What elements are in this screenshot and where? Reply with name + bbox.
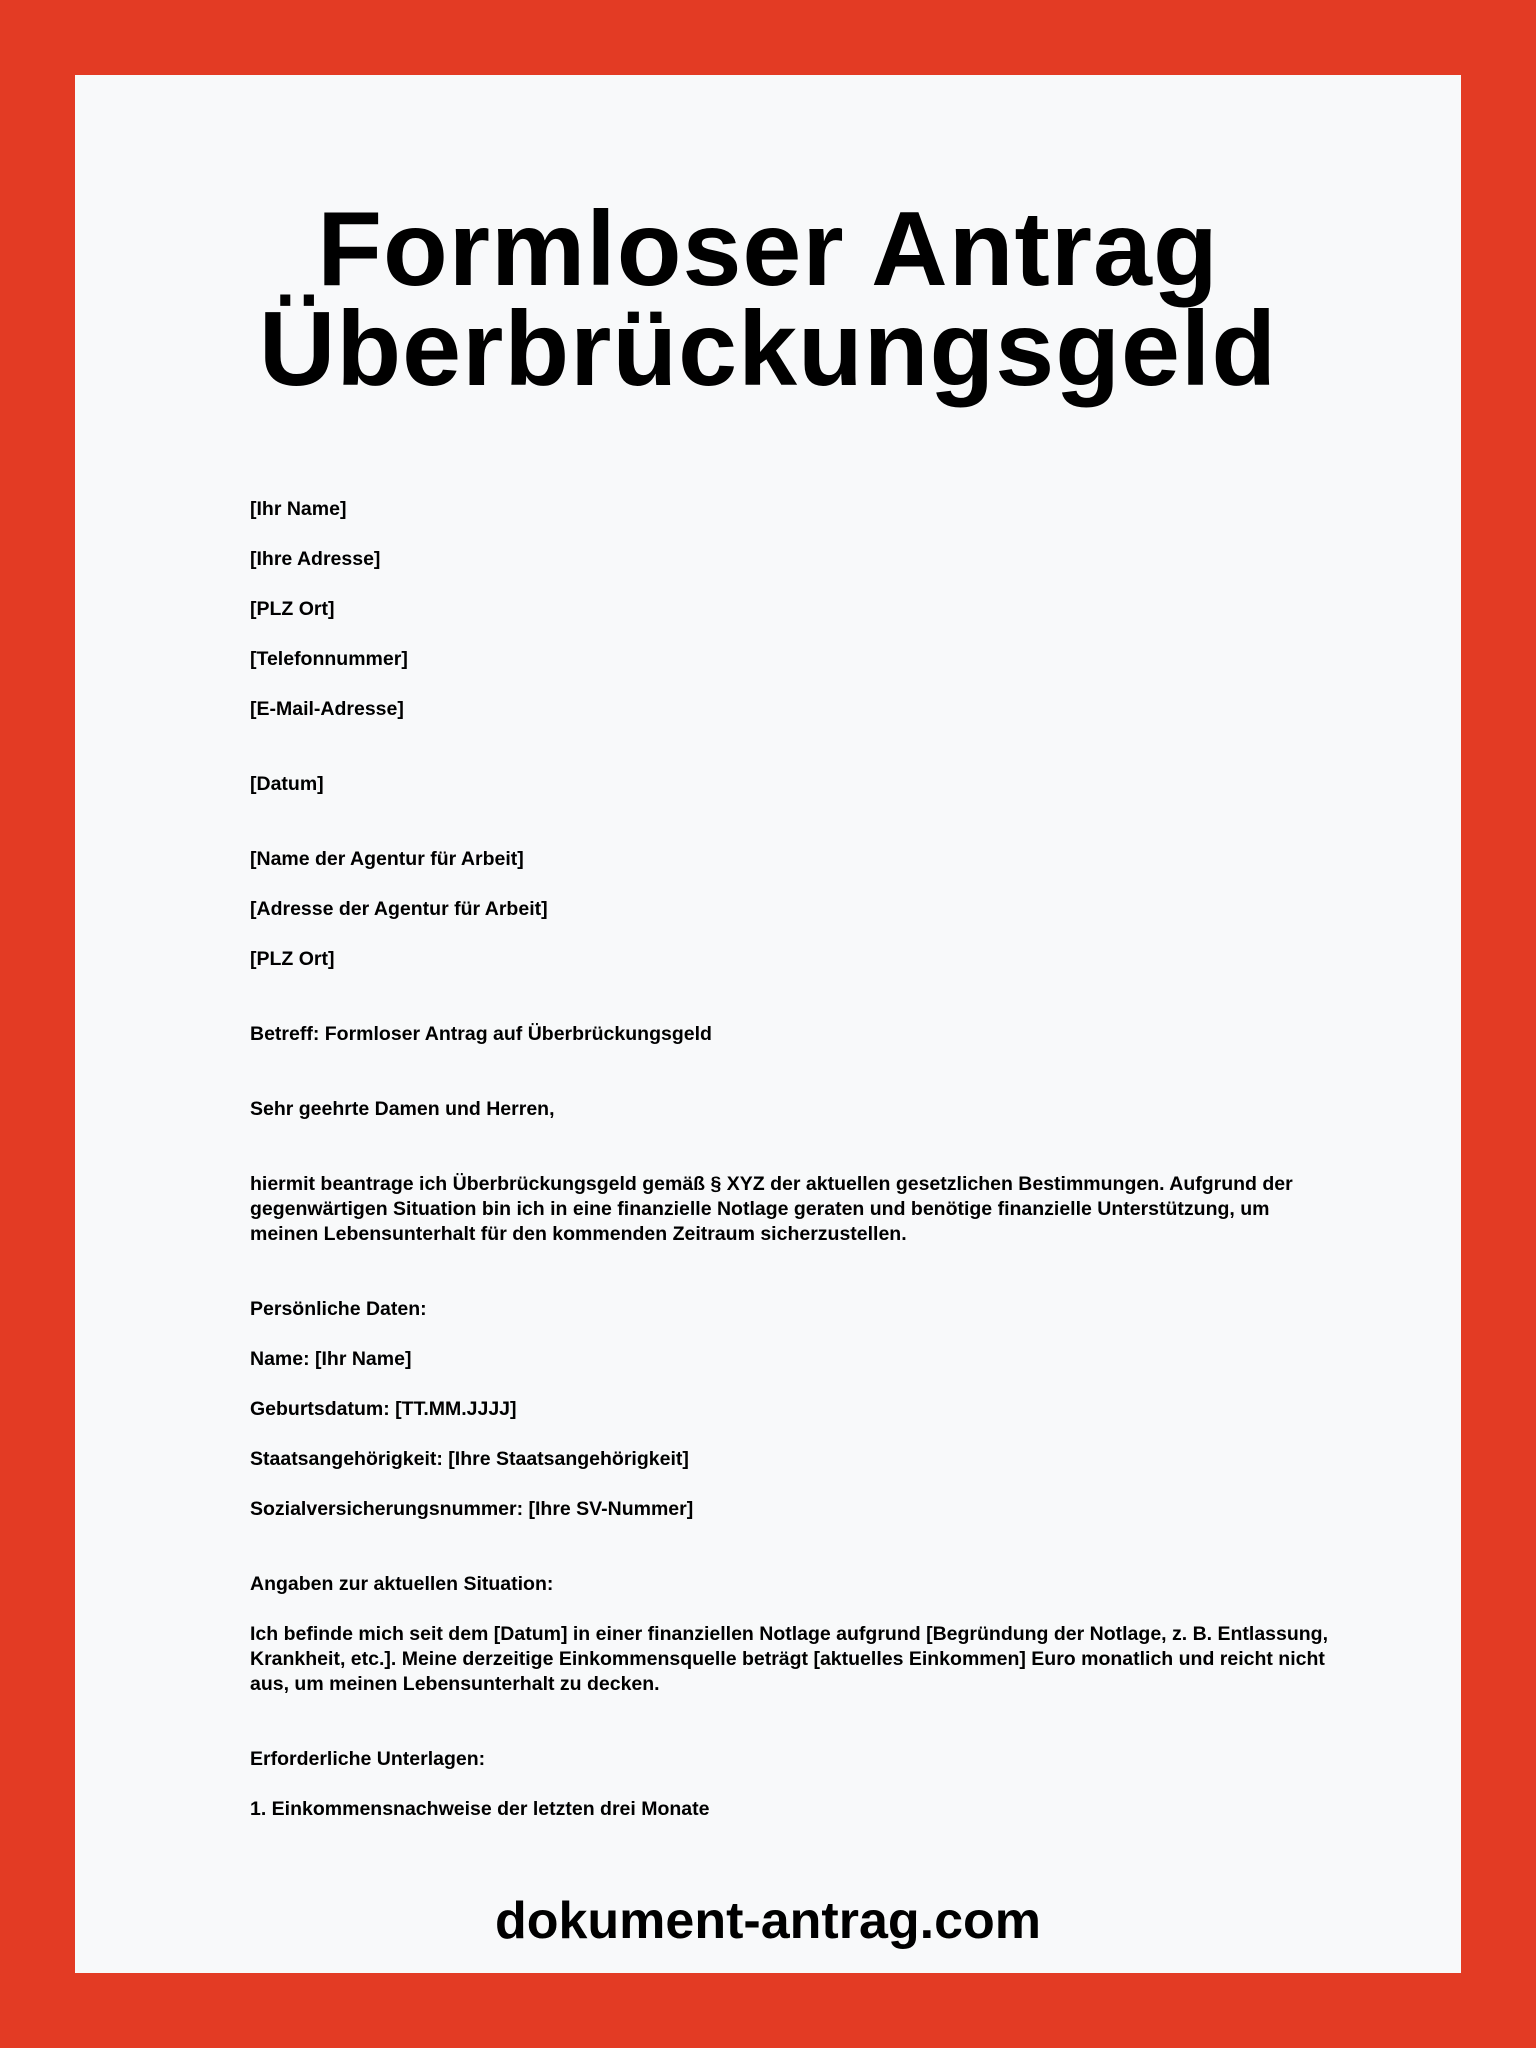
- recipient-city: [PLZ Ort]: [250, 948, 335, 970]
- title-line-2: Überbrückungsgeld: [258, 290, 1278, 408]
- documents-heading: Erforderliche Unterlagen:: [250, 1748, 486, 1770]
- sender-address: [Ihre Adresse]: [250, 548, 381, 570]
- recipient-address: [Adresse der Agentur für Arbeit]: [250, 898, 548, 920]
- document-page: [75, 75, 1461, 1973]
- letter-salutation: Sehr geehrte Damen und Herren,: [250, 1098, 555, 1120]
- recipient-name: [Name der Agentur für Arbeit]: [250, 848, 524, 870]
- personal-social-security: Sozialversicherungsnummer: [Ihre SV-Nummer]: [250, 1498, 694, 1520]
- personal-data-heading: Persönliche Daten:: [250, 1298, 427, 1320]
- personal-birthdate: Geburtsdatum: [TT.MM.JJJJ]: [250, 1398, 517, 1420]
- website-footer: dokument-antrag.com: [494, 1892, 1042, 1950]
- sender-city: [PLZ Ort]: [250, 598, 335, 620]
- document-title: [75, 190, 1461, 408]
- intro-paragraph: hiermit beantrage ich Überbrückungsgeld gemäß § XYZ der aktuellen gesetzlichen Bestimmungen. Aufgrund der gegenwärtigen Situation bin ich in eine finanzielle Notlage geraten und benötige finanzielle Unterstützung, um meinen Lebensunterhalt für den kommenden Zeitraum sicherzustellen.: [250, 1173, 1293, 1245]
- title-line-1: Formloser Antrag: [317, 190, 1219, 308]
- sender-name: [Ihr Name]: [250, 498, 347, 520]
- situation-heading: Angaben zur aktuellen Situation:: [250, 1573, 554, 1595]
- sender-email: [E-Mail-Adresse]: [250, 698, 404, 720]
- letter-date: [Datum]: [250, 773, 324, 795]
- letter-subject: Betreff: Formloser Antrag auf Überbrückungsgeld: [250, 1023, 712, 1045]
- personal-nationality: Staatsangehörigkeit: [Ihre Staatsangehörigkeit]: [250, 1448, 689, 1470]
- documents-list-item: 1. Einkommensnachweise der letzten drei Monate: [250, 1798, 710, 1820]
- personal-name: Name: [Ihr Name]: [250, 1348, 412, 1370]
- letter-body: [250, 497, 1330, 1822]
- sender-phone: [Telefonnummer]: [250, 648, 408, 670]
- situation-paragraph: Ich befinde mich seit dem [Datum] in einer finanziellen Notlage aufgrund [Begründung der Notlage, z. B. Entlassung, Krankheit, etc.]. Meine derzeitige Einkommensquelle beträgt [aktuelles Einkommen] Euro monatlich und reicht nicht aus, um meinen Lebensunterhalt zu decken.: [250, 1623, 1329, 1695]
